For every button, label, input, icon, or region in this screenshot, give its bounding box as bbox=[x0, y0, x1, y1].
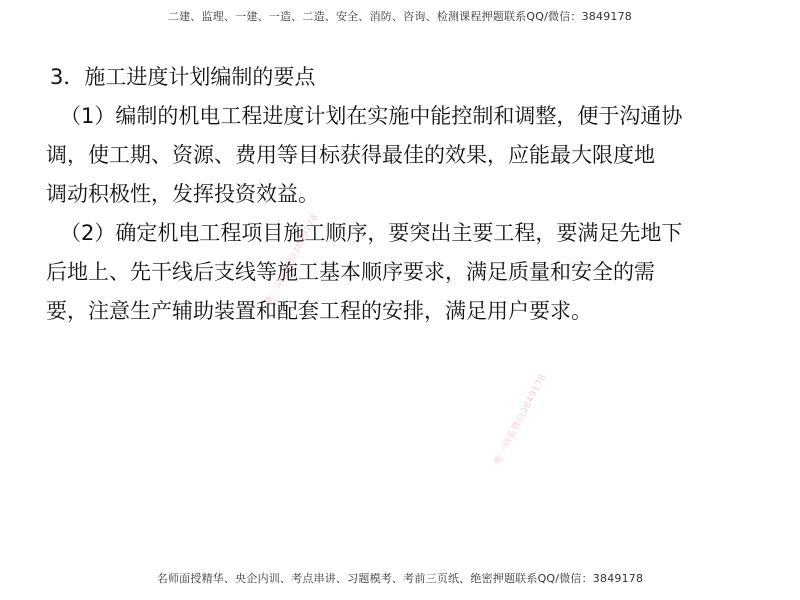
paragraph-2 bbox=[46, 214, 736, 331]
watermark-2: 唯一联系微信3849178 bbox=[492, 372, 549, 467]
paragraph-1-line-3: 调动积极性，发挥投资效益。 bbox=[46, 182, 319, 206]
footer-banner: 名师面授精华、央企内训、考点串讲、习题模考、考前三页纸、绝密押题联系QQ/微信：3849178 bbox=[156, 572, 644, 585]
paragraph-1 bbox=[46, 97, 736, 214]
paragraph-1-line-2: 调，使工期、资源、费用等目标获得最佳的效果，应能最大限度地 bbox=[46, 143, 655, 167]
watermark-1: 唯一联系微信3849178 bbox=[264, 212, 321, 307]
document-body bbox=[46, 58, 736, 331]
paragraph-2-line-1: （2）确定机电工程项目施工顺序，要突出主要工程，要满足先地下 bbox=[60, 221, 683, 245]
paragraph-2-line-3: 要，注意生产辅助装置和配套工程的安排，满足用户要求。 bbox=[46, 299, 592, 323]
paragraph-2-line-2: 后地上、先干线后支线等施工基本顺序要求，满足质量和安全的需 bbox=[46, 260, 655, 284]
header-banner: 二建、监理、一建、一造、二造、安全、消防、咨询、检测课程押题联系QQ/微信：3849178 bbox=[167, 10, 632, 23]
paragraph-1-line-1: （1）编制的机电工程进度计划在实施中能控制和调整，便于沟通协 bbox=[60, 104, 683, 128]
section-heading: 3．施工进度计划编制的要点 bbox=[50, 65, 316, 89]
